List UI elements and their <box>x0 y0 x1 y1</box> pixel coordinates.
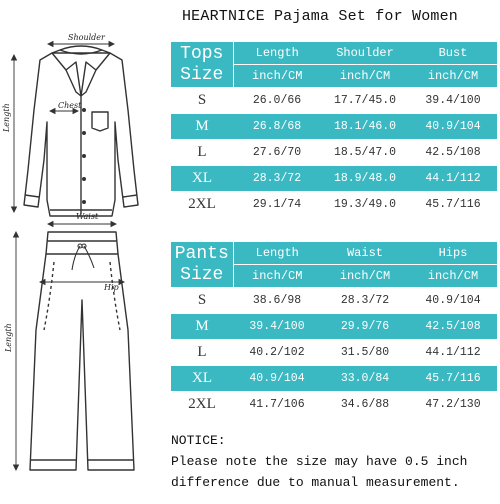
tops-unit-shoulder: inch/CM <box>321 65 409 88</box>
top-length-label: Length <box>2 103 11 132</box>
tops-col-bust: Bust <box>409 42 497 65</box>
chest-label: Chest <box>58 101 82 110</box>
table-cell: 18.9/48.0 <box>321 166 409 192</box>
table-cell: 42.5/108 <box>409 140 497 166</box>
size-cell: XL <box>171 366 233 392</box>
pants-unit-hips: inch/CM <box>409 265 497 288</box>
tops-col-length: Length <box>233 42 321 65</box>
notice-block <box>171 430 497 493</box>
table-row <box>171 288 497 314</box>
table-cell: 40.2/102 <box>233 340 321 366</box>
table-cell: 45.7/116 <box>409 366 497 392</box>
tops-size-label: Size <box>180 64 224 85</box>
pants-unit-waist: inch/CM <box>321 265 409 288</box>
table-cell: 18.5/47.0 <box>321 140 409 166</box>
size-cell: M <box>171 314 233 340</box>
size-cell: XL <box>171 166 233 192</box>
notice-line-2: difference due to manual measurement. <box>171 475 460 490</box>
table-cell: 44.1/112 <box>409 340 497 366</box>
pants-drawing <box>30 232 134 470</box>
table-cell: 41.7/106 <box>233 392 321 418</box>
table-cell: 47.2/130 <box>409 392 497 418</box>
pants-col-hips: Hips <box>409 242 497 265</box>
table-row <box>171 192 497 218</box>
pants-header-row-names <box>171 242 497 265</box>
tops-unit-bust: inch/CM <box>409 65 497 88</box>
table-cell: 27.6/70 <box>233 140 321 166</box>
table-cell: 39.4/100 <box>233 314 321 340</box>
pants-category-label: Pants <box>174 243 229 264</box>
table-cell: 44.1/112 <box>409 166 497 192</box>
table-cell: 17.7/45.0 <box>321 88 409 114</box>
pants-unit-length: inch/CM <box>233 265 321 288</box>
size-cell: 2XL <box>171 392 233 418</box>
tops-size-table <box>171 42 497 218</box>
table-cell: 38.6/98 <box>233 288 321 314</box>
table-row <box>171 366 497 392</box>
size-cell: S <box>171 288 233 314</box>
table-cell: 40.9/104 <box>409 114 497 140</box>
table-cell: 34.6/88 <box>321 392 409 418</box>
table-row <box>171 140 497 166</box>
pajama-illustration <box>0 0 170 500</box>
tops-category-cell <box>171 42 233 88</box>
shirt-buttons <box>82 108 86 204</box>
table-row <box>171 88 497 114</box>
pants-category-cell <box>171 242 233 288</box>
table-cell: 42.5/108 <box>409 314 497 340</box>
table-cell: 31.5/80 <box>321 340 409 366</box>
table-row <box>171 340 497 366</box>
size-cell: S <box>171 88 233 114</box>
pants-measure-lines <box>14 222 125 471</box>
table-cell: 40.9/104 <box>233 366 321 392</box>
size-cell: M <box>171 114 233 140</box>
table-cell: 26.8/68 <box>233 114 321 140</box>
table-row <box>171 392 497 418</box>
tops-col-shoulder: Shoulder <box>321 42 409 65</box>
table-row <box>171 166 497 192</box>
table-row <box>171 114 497 140</box>
pants-col-length: Length <box>233 242 321 265</box>
waist-label: Waist <box>76 212 99 221</box>
table-cell: 45.7/116 <box>409 192 497 218</box>
table-cell: 28.3/72 <box>321 288 409 314</box>
shoulder-label: Shoulder <box>68 33 105 42</box>
pants-size-table <box>171 242 497 418</box>
table-cell: 39.4/100 <box>409 88 497 114</box>
hip-label: Hip <box>104 283 119 292</box>
table-cell: 26.0/66 <box>233 88 321 114</box>
table-cell: 28.3/72 <box>233 166 321 192</box>
table-cell: 19.3/49.0 <box>321 192 409 218</box>
pants-col-waist: Waist <box>321 242 409 265</box>
table-cell: 40.9/104 <box>409 288 497 314</box>
table-cell: 29.1/74 <box>233 192 321 218</box>
size-cell: 2XL <box>171 192 233 218</box>
notice-heading: NOTICE: <box>171 433 226 448</box>
shirt-drawing <box>24 46 138 216</box>
table-cell: 29.9/76 <box>321 314 409 340</box>
tops-header-row-names <box>171 42 497 65</box>
pants-length-label: Length <box>4 323 13 352</box>
tops-category-label: Tops <box>180 43 224 64</box>
table-cell: 33.0/84 <box>321 366 409 392</box>
tops-unit-length: inch/CM <box>233 65 321 88</box>
pants-drawstring <box>72 244 94 270</box>
page-title: HEARTNICE Pajama Set for Women <box>181 8 459 25</box>
notice-line-1: Please note the size may have 0.5 inch <box>171 454 468 469</box>
table-cell: 18.1/46.0 <box>321 114 409 140</box>
size-cell: L <box>171 140 233 166</box>
table-row <box>171 314 497 340</box>
size-cell: L <box>171 340 233 366</box>
pants-size-label: Size <box>180 264 224 285</box>
